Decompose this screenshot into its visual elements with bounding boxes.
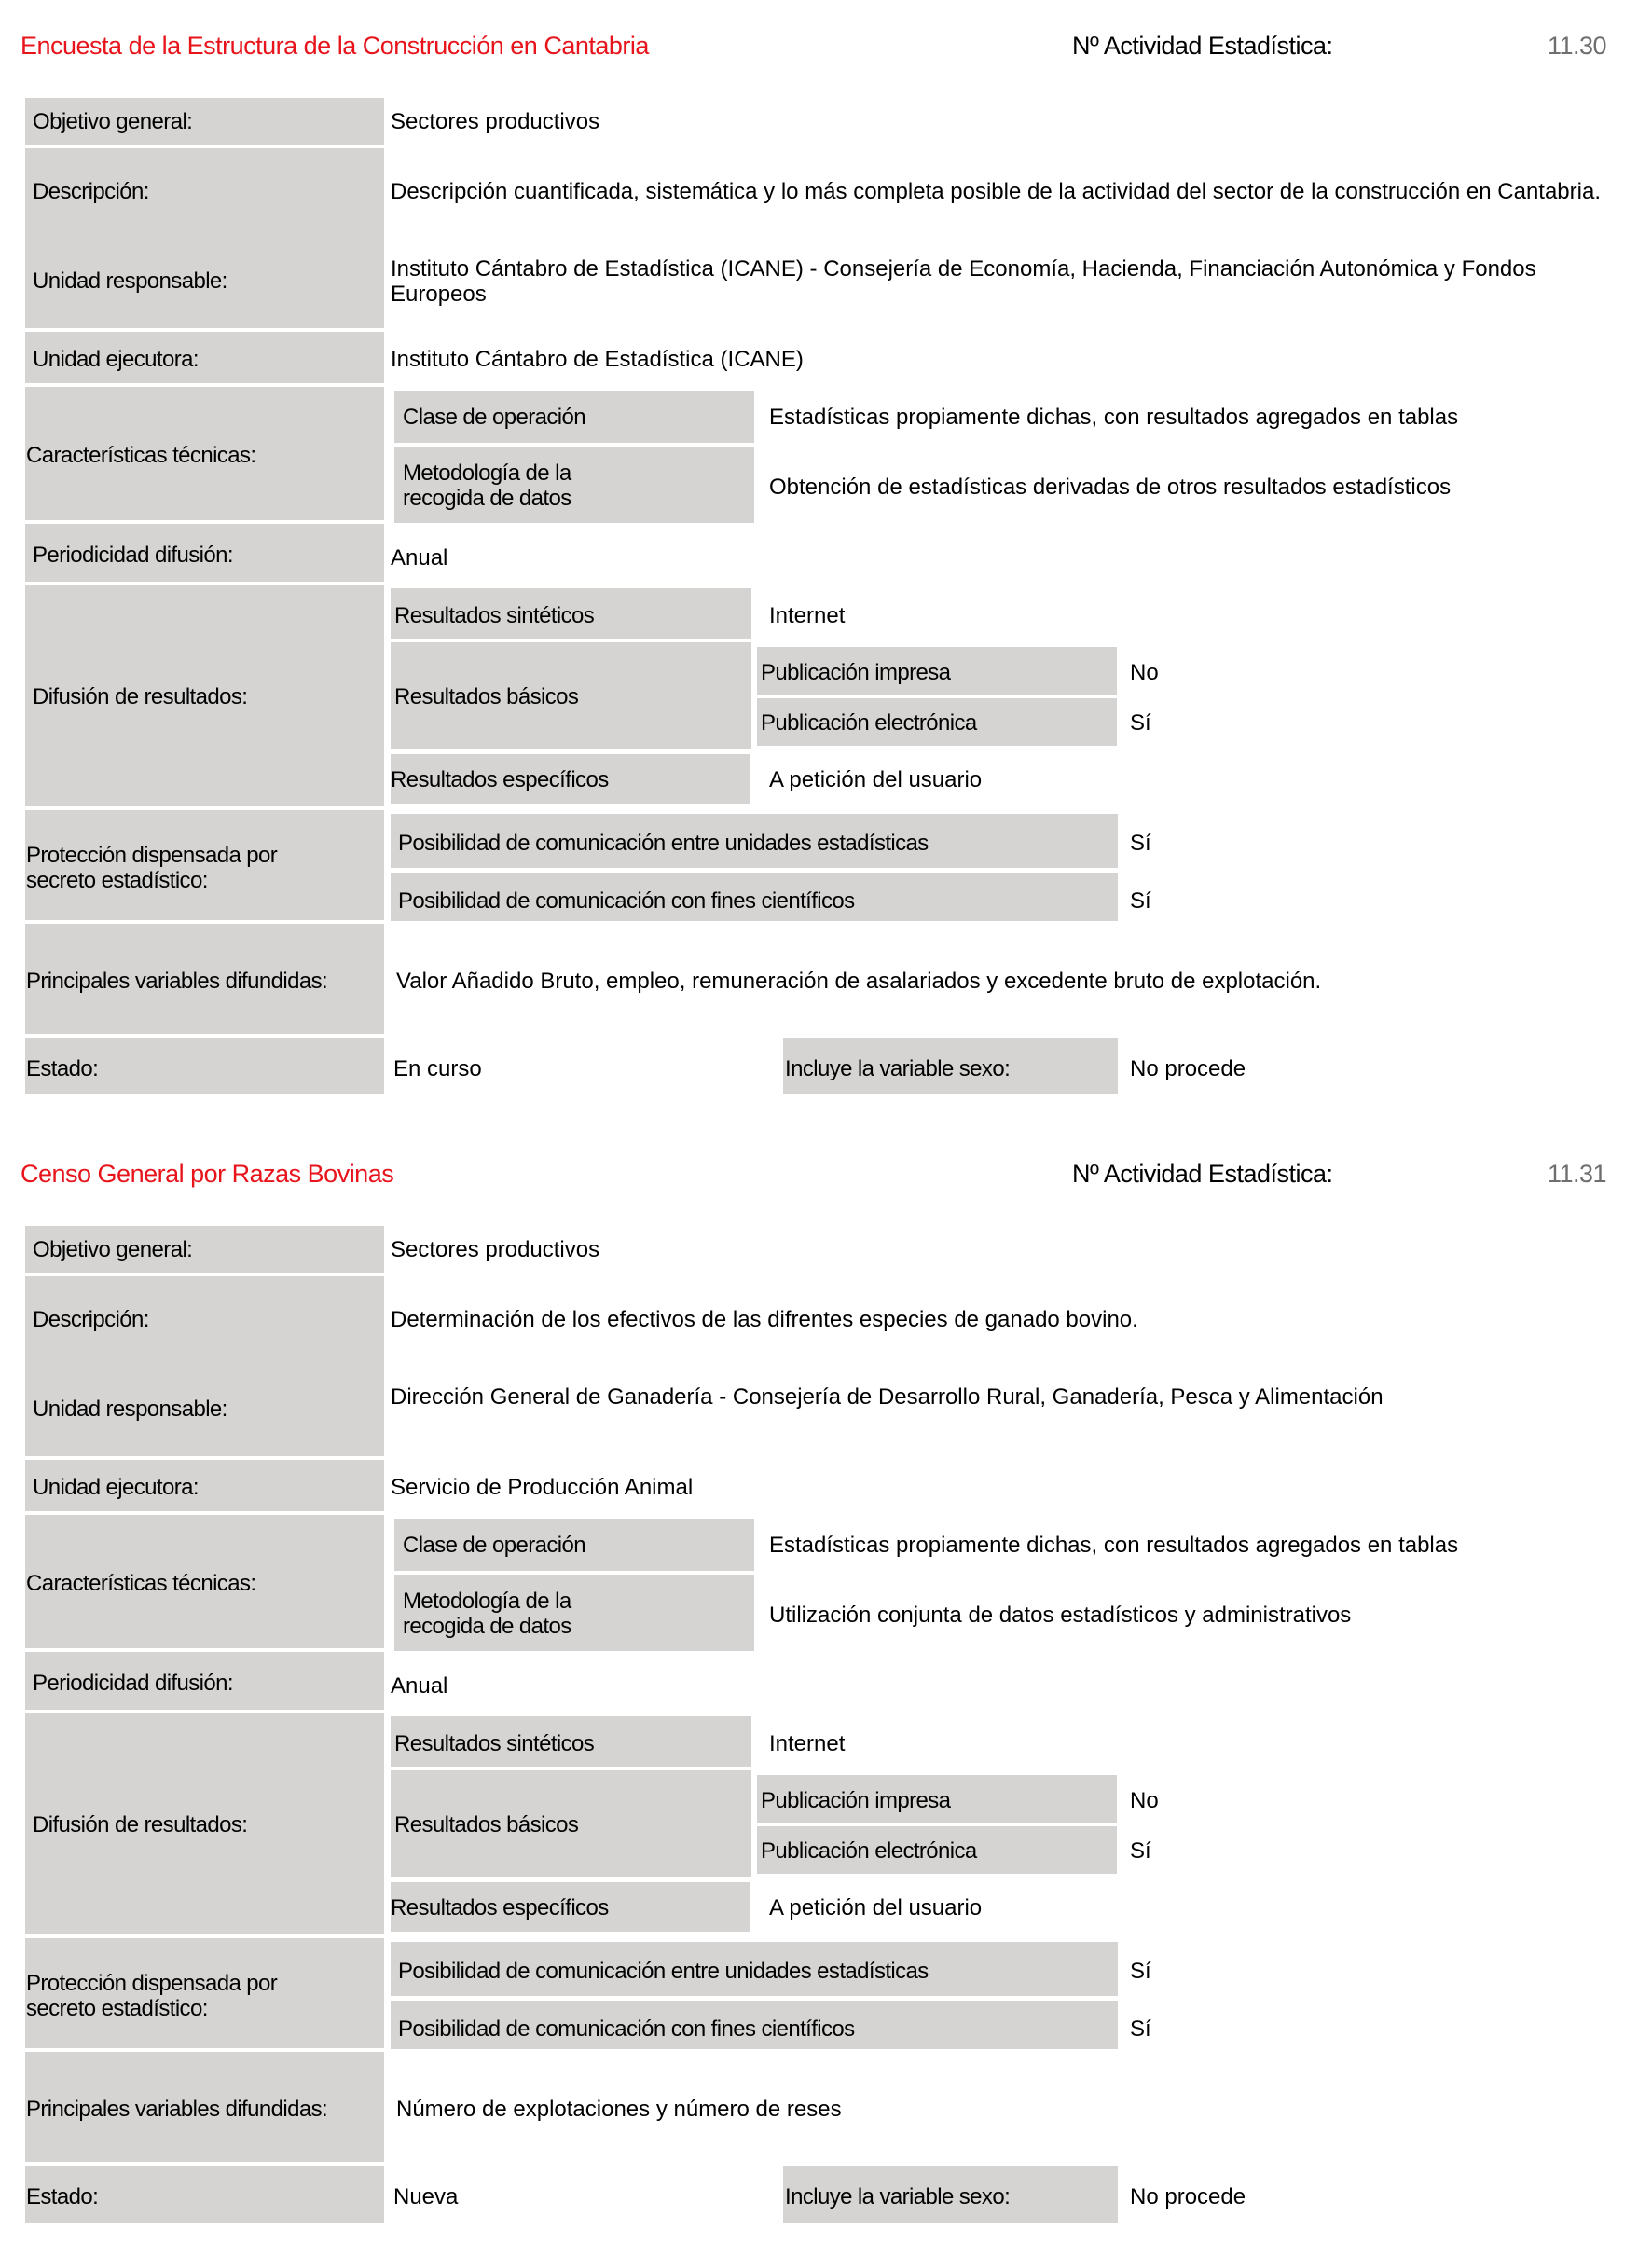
estado-value: En curso [393, 1056, 482, 1081]
objetivo-label: Objetivo general: [33, 1237, 193, 1262]
caracteristicas-label: Características técnicas: [26, 443, 256, 468]
impresa-label: Publicación impresa [761, 660, 951, 685]
clase-operacion-value: Estadísticas propiamente dichas, con resultados agregados en tablas [769, 1533, 1459, 1558]
objetivo-label: Objetivo general: [33, 109, 193, 134]
unidad-ejecutora-value: Instituto Cántabro de Estadística (ICANE) [391, 347, 804, 372]
electronica-value: Sí [1130, 1838, 1151, 1864]
estado-value: Nueva [393, 2184, 459, 2209]
estado-label: Estado: [26, 1056, 99, 1081]
sinteticos-label: Resultados sintéticos [394, 1731, 595, 1756]
variables-label: Principales variables difundidas: [26, 969, 328, 994]
descripcion-label: Descripción: [33, 179, 149, 204]
unidad-responsable-label: Unidad responsable: [33, 1397, 227, 1422]
basicos-label: Resultados básicos [394, 1812, 579, 1837]
unidad-ejecutora-value: Servicio de Producción Animal [391, 1475, 694, 1500]
com-cientificos-value: Sí [1130, 2016, 1151, 2042]
unidad-ejecutora-label: Unidad ejecutora: [33, 1475, 199, 1500]
unidad-responsable-value: Dirección General de Ganadería - Consejería de Desarrollo Rural, Ganadería, Pesca y Alimentación [391, 1384, 1384, 1410]
clase-operacion-label: Clase de operación [403, 405, 586, 430]
activity-number-label: Nº Actividad Estadística: [1072, 1160, 1333, 1188]
especificos-value: A petición del usuario [769, 1895, 983, 1920]
activity-number-label: Nº Actividad Estadística: [1072, 32, 1333, 60]
metodologia-value: Obtención de estadísticas derivadas de otros resultados estadísticos [769, 475, 1452, 500]
descripcion-label: Descripción: [33, 1307, 149, 1332]
electronica-label: Publicación electrónica [761, 1838, 977, 1864]
metodologia-label: Metodología de la recogida de datos [403, 1589, 571, 1639]
difusion-label: Difusión de resultados: [33, 684, 248, 709]
activity-number: 11.30 [1548, 32, 1607, 60]
com-cientificos-label: Posibilidad de comunicación con fines científicos [398, 2016, 855, 2042]
electronica-value: Sí [1130, 710, 1151, 736]
impresa-value: No [1130, 1788, 1159, 1813]
periodicidad-label: Periodicidad difusión: [33, 1671, 233, 1696]
objetivo-value: Sectores productivos [391, 109, 600, 134]
com-cientificos-label: Posibilidad de comunicación con fines científicos [398, 888, 855, 914]
variables-value: Número de explotaciones y número de reses [396, 2097, 842, 2122]
sexo-value: No procede [1130, 2184, 1246, 2209]
metodologia-label: Metodología de la recogida de datos [403, 461, 571, 511]
basicos-label: Resultados básicos [394, 684, 579, 709]
unidad-responsable-label: Unidad responsable: [33, 268, 227, 294]
clase-operacion-label: Clase de operación [403, 1533, 586, 1558]
proteccion-label: Protección dispensada por secreto estadístico: [26, 1971, 278, 2021]
objetivo-value: Sectores productivos [391, 1237, 600, 1262]
difusion-label: Difusión de resultados: [33, 1812, 248, 1837]
proteccion-label: Protección dispensada por secreto estadístico: [26, 843, 278, 893]
sinteticos-value: Internet [769, 1731, 846, 1756]
sexo-label: Incluye la variable sexo: [785, 1056, 1011, 1081]
sinteticos-value: Internet [769, 603, 846, 628]
periodicidad-value: Anual [391, 1673, 448, 1699]
descripcion-value: Determinación de los efectivos de las difrentes especies de ganado bovino. [391, 1307, 1138, 1332]
clase-operacion-value: Estadísticas propiamente dichas, con resultados agregados en tablas [769, 405, 1459, 430]
record-title: Censo General por Razas Bovinas [21, 1160, 394, 1188]
especificos-value: A petición del usuario [769, 767, 983, 792]
descripcion-responsable-label-cell [25, 1276, 384, 1456]
impresa-label: Publicación impresa [761, 1788, 951, 1813]
com-unidades-label: Posibilidad de comunicación entre unidades estadísticas [398, 831, 929, 856]
impresa-value: No [1130, 660, 1159, 685]
electronica-label: Publicación electrónica [761, 710, 977, 736]
especificos-label: Resultados específicos [391, 767, 609, 792]
sinteticos-label: Resultados sintéticos [394, 603, 595, 628]
unidad-responsable-value: Instituto Cántabro de Estadística (ICANE) - Consejería de Economía, Hacienda, Financiación Autonómica y Fondos Europeos [391, 256, 1536, 307]
descripcion-responsable-label-cell [25, 148, 384, 328]
com-unidades-value: Sí [1130, 1959, 1151, 1984]
especificos-label: Resultados específicos [391, 1895, 609, 1920]
metodologia-value: Utilización conjunta de datos estadísticos y administrativos [769, 1603, 1352, 1628]
periodicidad-label: Periodicidad difusión: [33, 543, 233, 568]
com-unidades-label: Posibilidad de comunicación entre unidades estadísticas [398, 1959, 929, 1984]
sexo-value: No procede [1130, 1056, 1246, 1081]
caracteristicas-label: Características técnicas: [26, 1571, 256, 1596]
variables-value: Valor Añadido Bruto, empleo, remuneración de asalariados y excedente bruto de explotación. [396, 969, 1322, 994]
estado-label: Estado: [26, 2184, 99, 2209]
sexo-label: Incluye la variable sexo: [785, 2184, 1011, 2209]
record-title: Encuesta de la Estructura de la Construcción en Cantabria [21, 32, 649, 60]
unidad-ejecutora-label: Unidad ejecutora: [33, 347, 199, 372]
descripcion-value: Descripción cuantificada, sistemática y lo más completa posible de la actividad del sector de la construcción en Cantabria. [391, 179, 1601, 204]
periodicidad-value: Anual [391, 545, 448, 571]
variables-label: Principales variables difundidas: [26, 2097, 328, 2122]
com-cientificos-value: Sí [1130, 888, 1151, 914]
activity-number: 11.31 [1548, 1160, 1607, 1188]
com-unidades-value: Sí [1130, 831, 1151, 856]
